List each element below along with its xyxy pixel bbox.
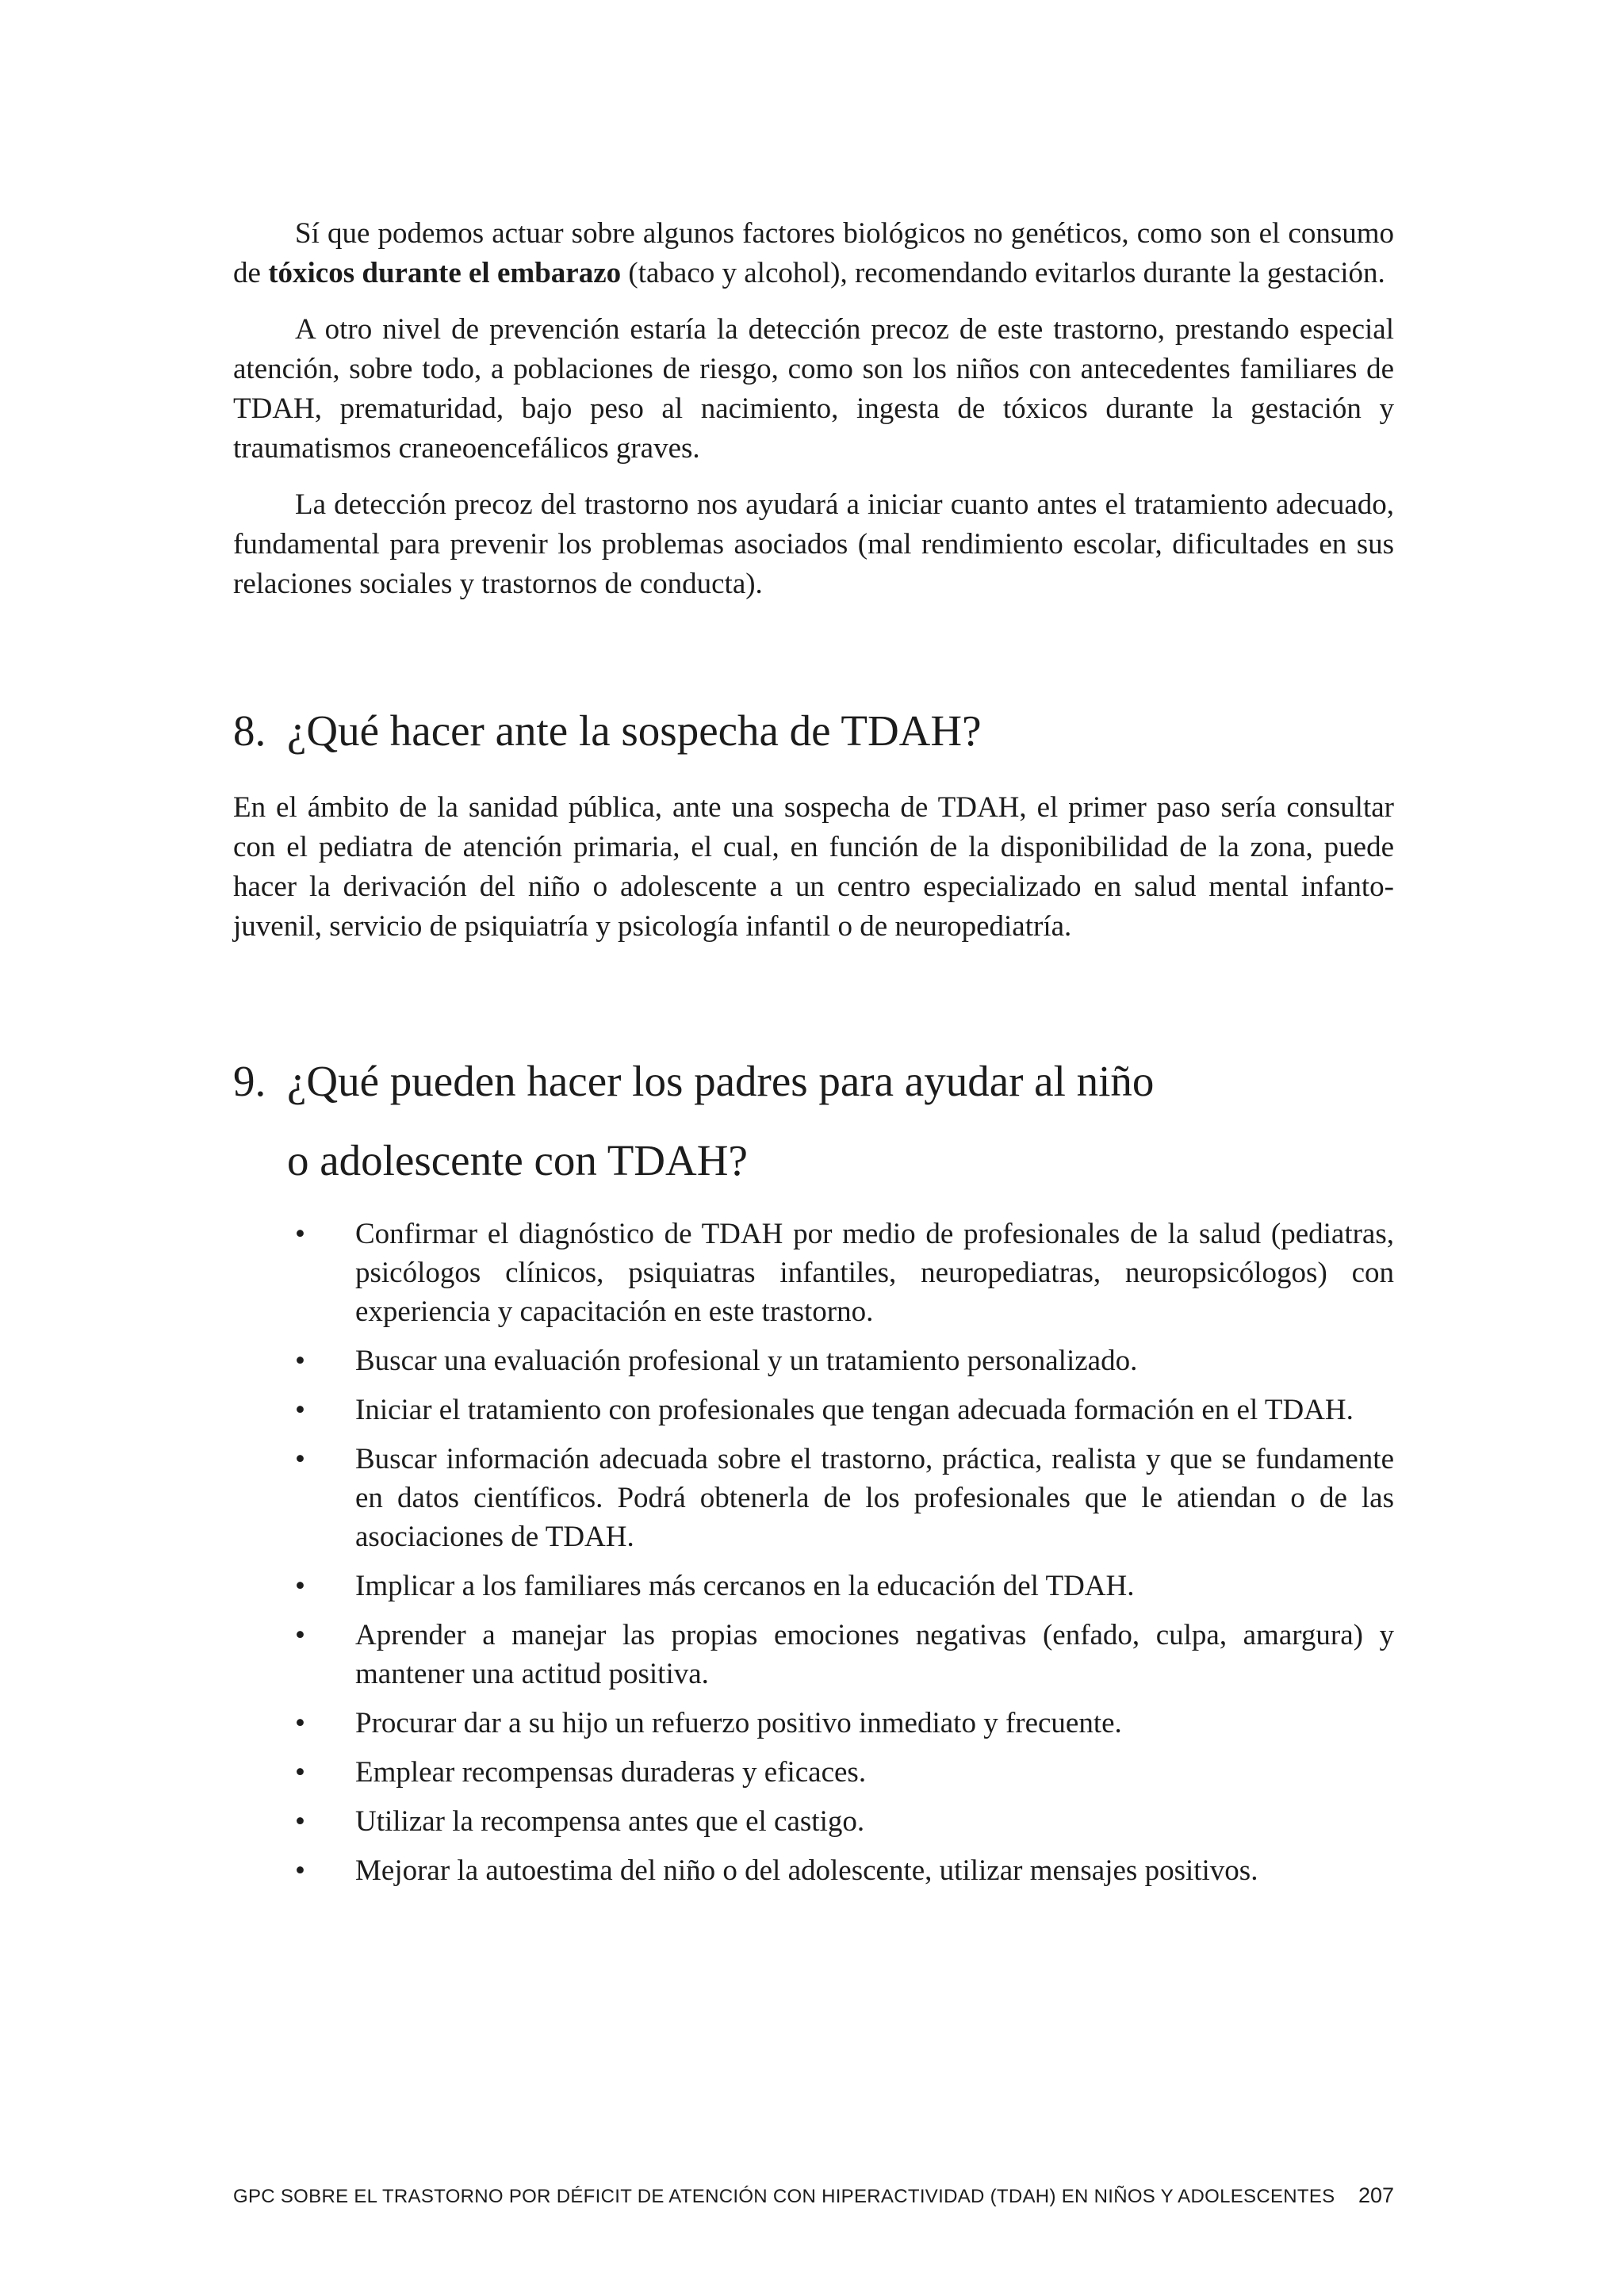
section-9-title	[287, 1042, 1154, 1200]
list-item	[233, 1341, 1394, 1380]
parent-advice-list	[233, 1215, 1394, 1890]
list-item-text: Utilizar la recompensa antes que el castigo.	[355, 1805, 865, 1838]
list-item-text: Iniciar el tratamiento con profesionales que tengan adecuada formación en el TDAH.	[355, 1394, 1354, 1426]
list-item-text: Aprender a manejar las propias emociones negativas (enfado, culpa, amargura) y mantener una actitud positiva.	[355, 1619, 1394, 1690]
bullet-icon: •	[295, 1345, 305, 1377]
bullet-icon: •	[295, 1854, 305, 1887]
list-item-text: Mejorar la autoestima del niño o del adolescente, utilizar mensajes positivos.	[355, 1854, 1258, 1887]
intro-paragraph-1	[233, 214, 1394, 293]
section-9-title-line-2: o adolescente con TDAH?	[287, 1136, 748, 1184]
intro-paragraph-1-bold-phrase: tóxicos durante el embarazo	[268, 257, 622, 289]
bullet-icon: •	[295, 1218, 305, 1250]
bullet-icon: •	[295, 1394, 305, 1426]
bullet-icon: •	[295, 1443, 305, 1475]
list-item	[233, 1753, 1394, 1792]
list-item-text: Implicar a los familiares más cercanos en la educación del TDAH.	[355, 1570, 1135, 1602]
section-9-title-line-1: ¿Qué pueden hacer los padres para ayudar al niño	[287, 1057, 1155, 1105]
list-item	[233, 1616, 1394, 1693]
list-item-text: Buscar información adecuada sobre el trastorno, práctica, realista y que se fundamente en datos científicos. Podrá obtenerla de los profesionales que le atiendan o de las asociaciones de TDAH.	[355, 1443, 1394, 1553]
bullet-icon: •	[295, 1619, 305, 1651]
section-8-title: ¿Qué hacer ante la sospecha de TDAH?	[287, 706, 982, 755]
running-title: GPC SOBRE EL TRASTORNO POR DÉFICIT DE ATENCIÓN CON HIPERACTIVIDAD (TDAH) EN NIÑOS Y ADOLESCENTES	[233, 2186, 1335, 2207]
section-9-heading	[233, 1042, 1394, 1200]
list-item	[233, 1567, 1394, 1605]
list-item-text: Confirmar el diagnóstico de TDAH por medio de profesionales de la salud (pediatras, psicólogos clínicos, psiquiatras infantiles, neuropediatras, neuropsicólogos) con experiencia y capacitación en este trastorno.	[355, 1218, 1394, 1328]
intro-paragraph-1-part-1: Sí que podemos actuar sobre algunos factores biológicos no genéticos, como son el consumo de	[233, 217, 1394, 289]
list-item-text: Buscar una evaluación profesional y un tratamiento personalizado.	[355, 1345, 1138, 1377]
intro-paragraph-2: A otro nivel de prevención estaría la detección precoz de este trastorno, prestando especial atención, sobre todo, a poblaciones de riesgo, como son los niños con antecedentes familiares de TDAH, prematuridad, bajo peso al nacimiento, ingesta de tóxicos durante la gestación y traumatismos craneoencefálicos graves.	[233, 313, 1394, 465]
bullet-icon: •	[295, 1805, 305, 1838]
list-item	[233, 1391, 1394, 1429]
bullet-icon: •	[295, 1756, 305, 1789]
bullet-icon: •	[295, 1707, 305, 1739]
page-footer	[233, 2183, 1394, 2208]
section-9-number: 9.	[233, 1057, 266, 1105]
list-item	[233, 1440, 1394, 1556]
bullet-icon: •	[295, 1570, 305, 1602]
list-item	[233, 1704, 1394, 1743]
page-number: 207	[1358, 2183, 1394, 2207]
list-item	[233, 1802, 1394, 1841]
section-8-heading	[233, 691, 1394, 771]
list-item-text: Procurar dar a su hijo un refuerzo positivo inmediato y frecuente.	[355, 1707, 1122, 1739]
list-item	[233, 1851, 1394, 1890]
intro-paragraph-1-part-3: (tabaco y alcohol), recomendando evitarlos durante la gestación.	[621, 257, 1385, 289]
section-8-body: En el ámbito de la sanidad pública, ante una sospecha de TDAH, el primer paso sería consultar con el pediatra de atención primaria, el cual, en función de la disponibilidad de la zona, puede hacer la derivación del niño o adolescente a un centro especializado en salud mental infanto-juvenil, servicio de psiquiatría y psicología infantil o de neuropediatría.	[233, 791, 1394, 943]
list-item	[233, 1215, 1394, 1331]
page-content	[233, 214, 1394, 1900]
list-item-text: Emplear recompensas duraderas y eficaces.	[355, 1756, 867, 1789]
section-8-number: 8.	[233, 706, 266, 755]
intro-paragraph-3: La detección precoz del trastorno nos ayudará a iniciar cuanto antes el tratamiento adecuado, fundamental para prevenir los problemas asociados (mal rendimiento escolar, dificultades en sus relaciones sociales y trastornos de conducta).	[233, 488, 1394, 600]
